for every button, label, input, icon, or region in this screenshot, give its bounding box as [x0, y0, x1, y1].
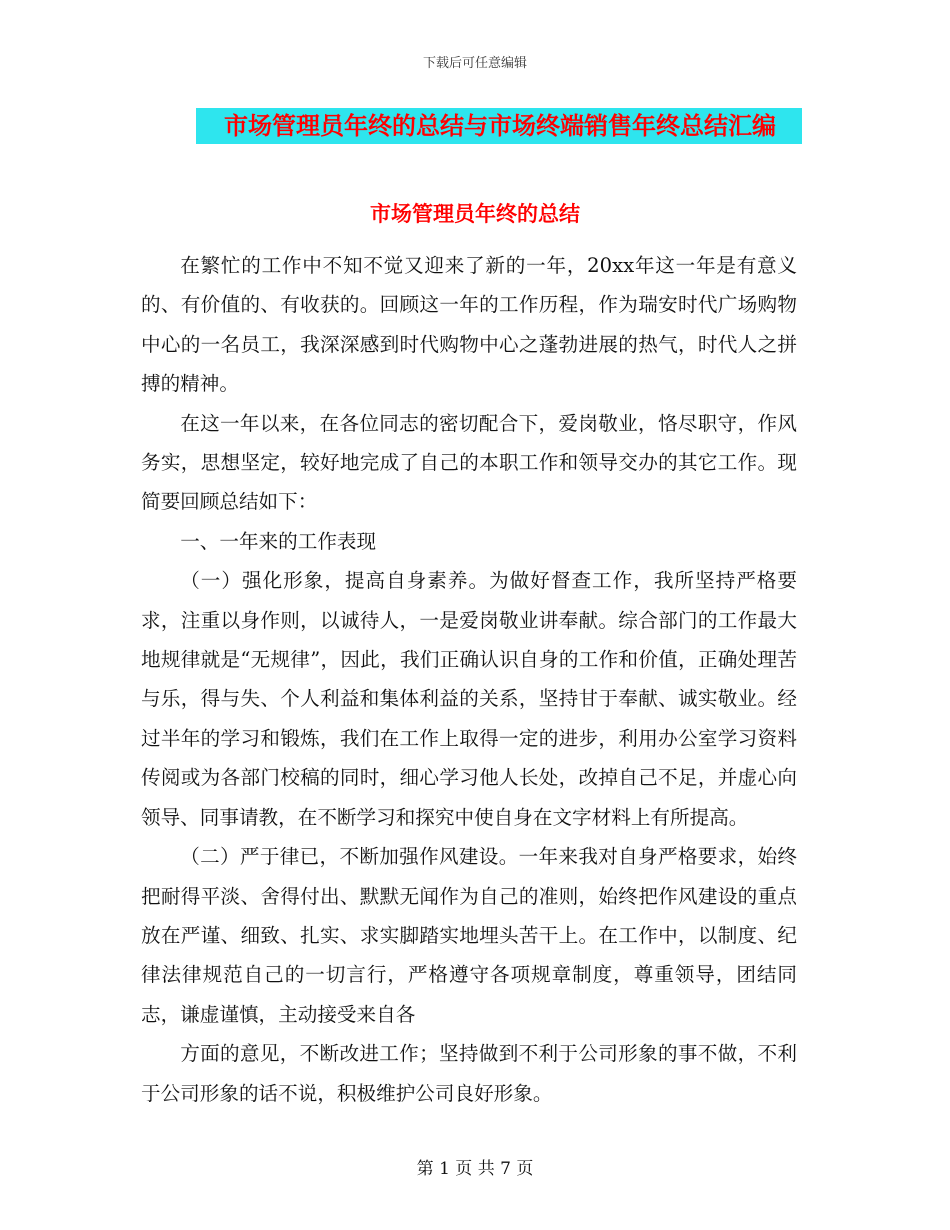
- section-title: 市场管理员年终的总结: [370, 202, 580, 226]
- paragraph: 方面的意见，不断改进工作；坚持做到不利于公司形象的事不做，不利于公司形象的话不说，积极维护公司良好形象。: [141, 1042, 797, 1105]
- page-number: 第 1 页 共 7 页: [416, 1159, 534, 1179]
- document-body: [141, 246, 797, 1113]
- header-note: 下载后可任意编辑: [422, 56, 527, 71]
- paragraph: （二）严于律已，不断加强作风建设。一年来我对自身严格要求，始终把耐得平淡、舍得付出、默默无闻作为自己的准则，始终把作风建设的重点放在严谨、细致、扎实、求实脚踏实地埋头苦干上。在工作中，以制度、纪律法律规范自己的一切言行，严格遵守各项规章制度，尊重领导，团结同志，谦虚谨慎，主动接受来自各: [141, 845, 797, 1026]
- paragraph: （一）强化形象，提高自身素养。为做好督查工作，我所坚持严格要求，注重以身作则，以诚待人，一是爱岗敬业讲奉献。综合部门的工作最大地规律就是“无规律”，因此，我们正确认识自身的工作和价值，正确处理苦与乐，得与失、个人利益和集体利益的关系，坚持甘于奉献、诚实敬业。经过半年的学习和锻炼，我们在工作上取得一定的进步，利用办公室学习资料传阅或为各部门校稿的同时，细心学习他人长处，改掉自己不足，并虚心向领导、同事请教，在不断学习和探究中使自身在文字材料上有所提高。: [141, 569, 797, 829]
- document-title: 市场管理员年终的总结与市场终端销售年终总结汇编: [224, 112, 776, 140]
- paragraph: 一、一年来的工作表现: [180, 529, 377, 553]
- paragraph: 在这一年以来，在各位同志的密切配合下，爱岗敬业，恪尽职守，作风务实，思想坚定，较好地完成了自己的本职工作和领导交办的其它工作。现简要回顾总结如下：: [141, 411, 797, 514]
- paragraph: 在繁忙的工作中不知不觉又迎来了新的一年，20xx年这一年是有意义的、有价值的、有收获的。回顾这一年的工作历程，作为瑞安时代广场购物中心的一名员工，我深深感到时代购物中心之蓬勃进展的热气，时代人之拼搏的精神。: [141, 254, 797, 396]
